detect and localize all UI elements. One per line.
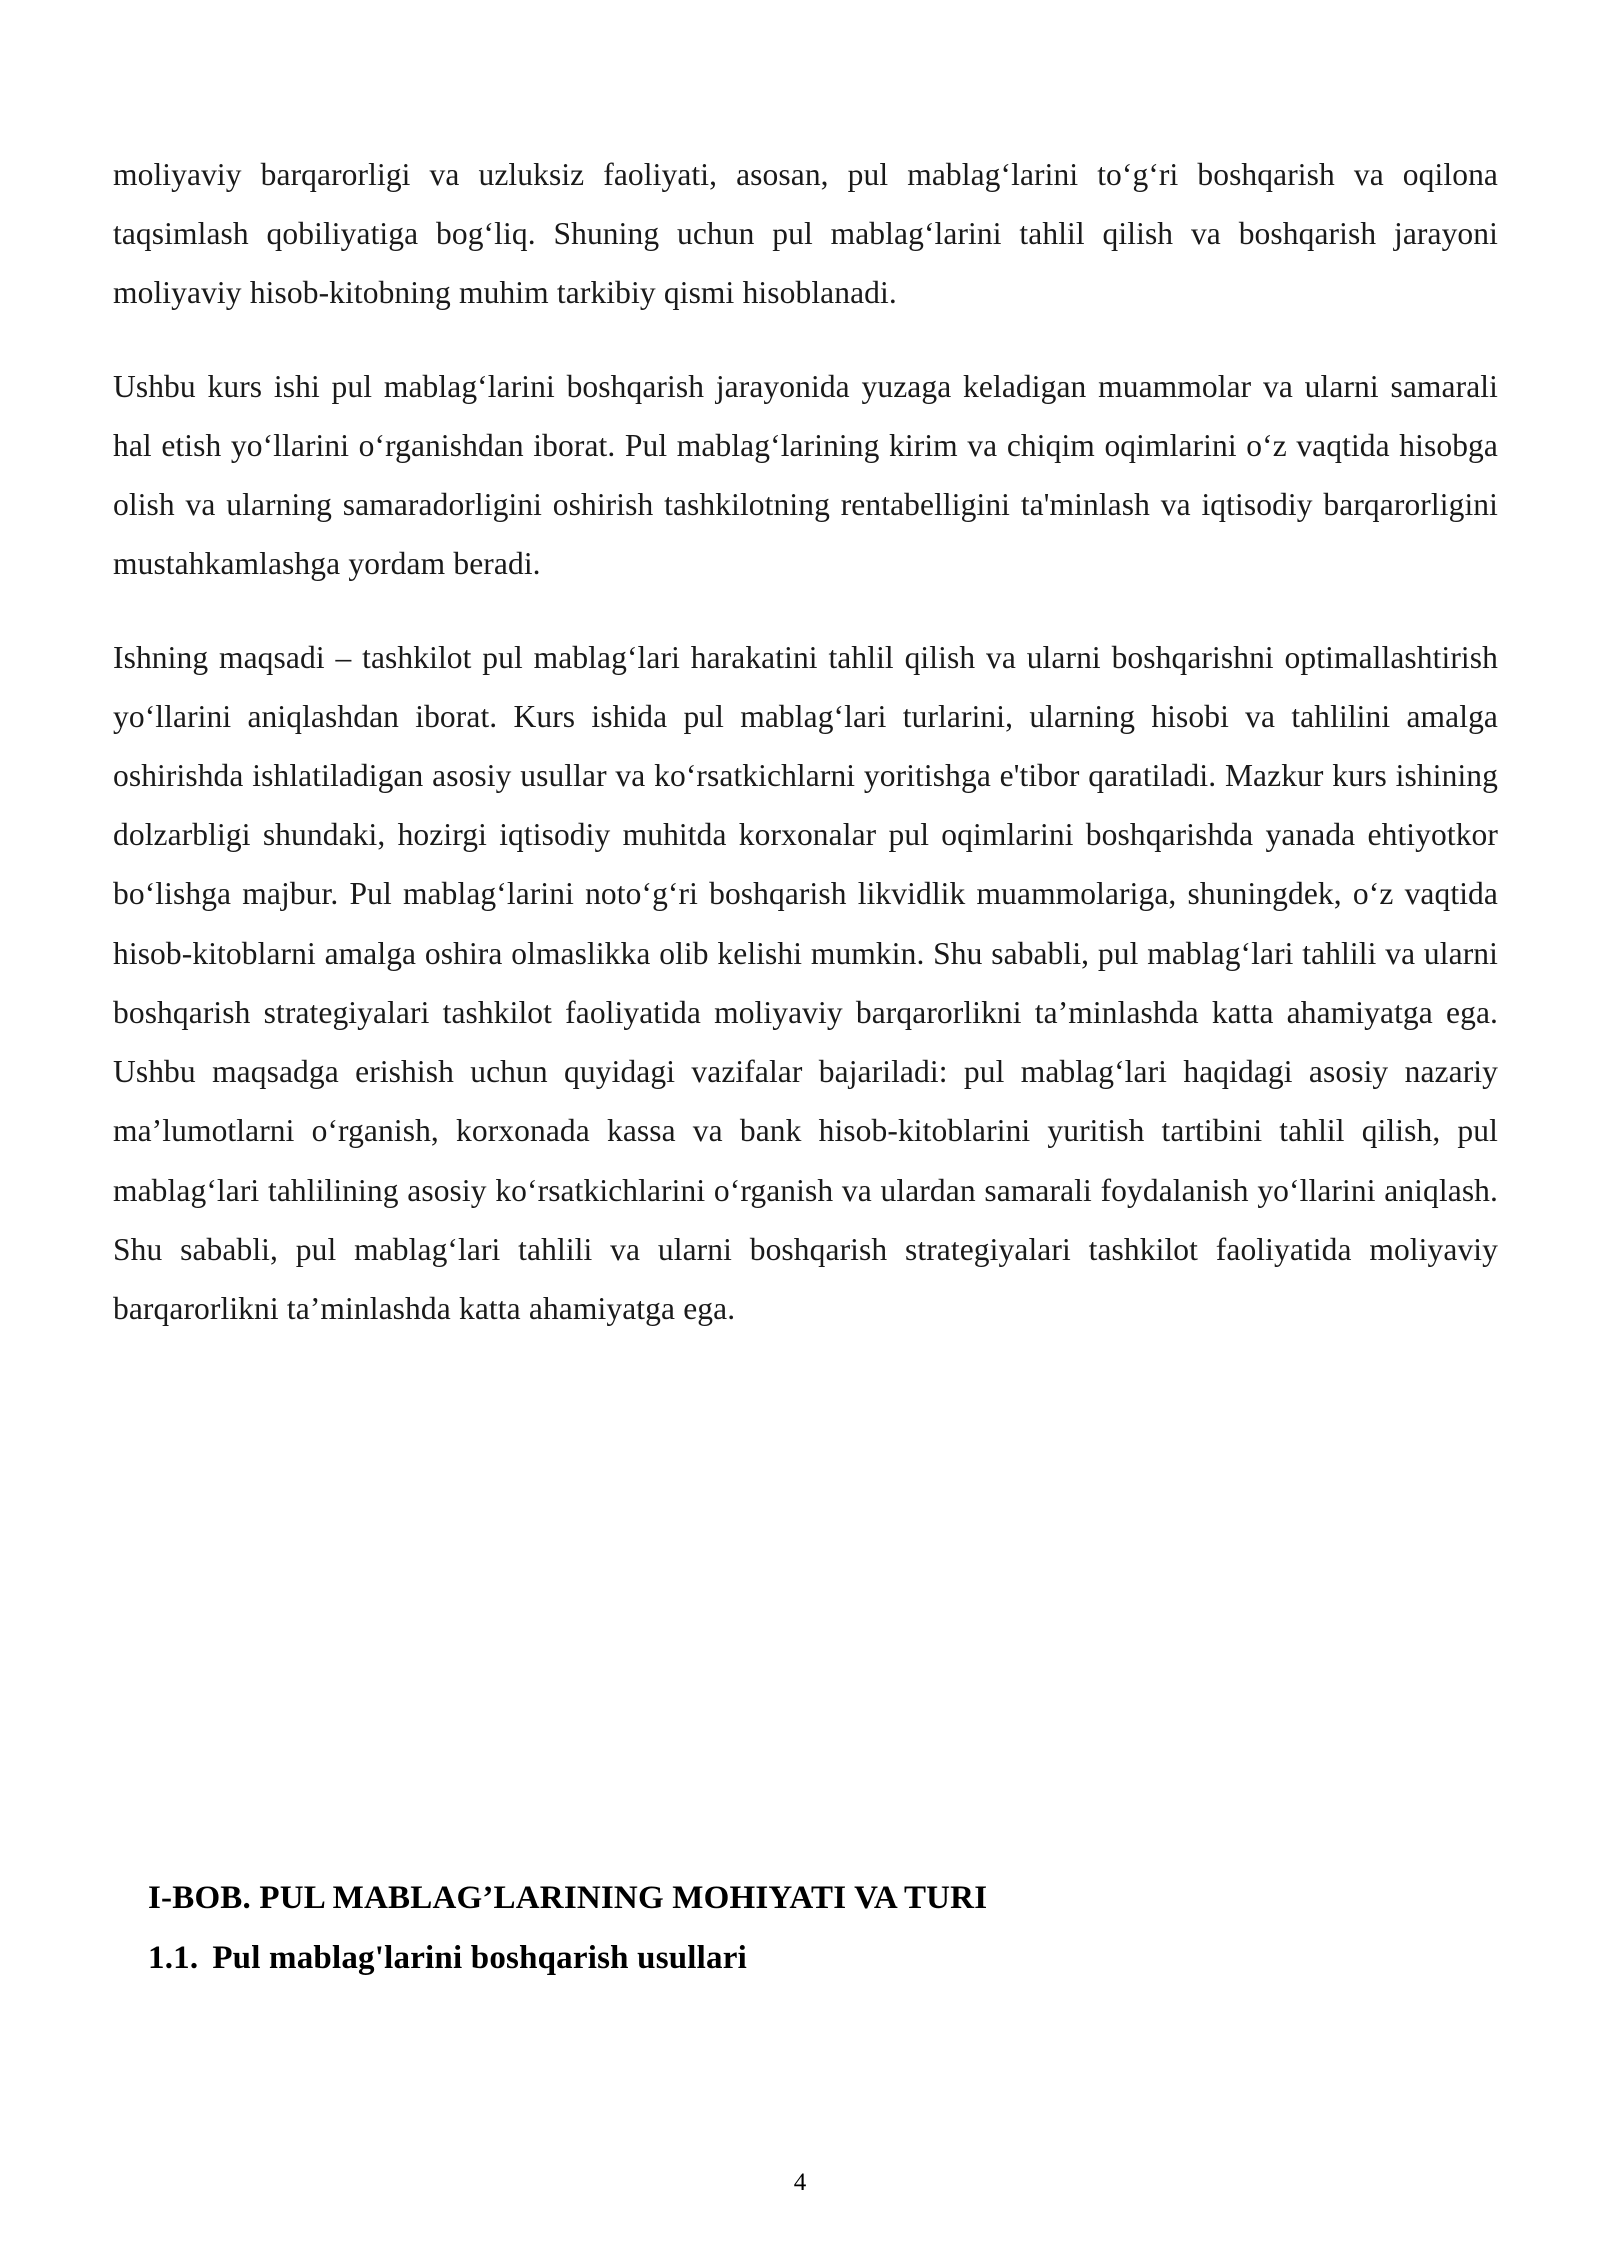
page-body-text (113, 145, 1498, 1338)
paragraph-1: moliyaviy barqarorligi va uzluksiz faoliyati, asosan, pul mablag‘larini to‘g‘ri boshqarish va oqilona taqsimlash qobiliyatiga bog‘liq. Shuning uchun pul mablag‘larini tahlil qilish va boshqarish jarayoni moliyaviy hisob-kitobning muhim tarkibiy qismi hisoblanadi. (113, 157, 1498, 311)
section-heading-row (148, 1935, 1468, 1983)
chapter-heading: I-BOB. PUL MABLAG’LARINING MOHIYATI VA TURI (148, 1880, 988, 1916)
section-heading-label: Pul mablag'larini boshqarish usullari (212, 1939, 747, 1976)
headings-block (148, 1875, 1468, 1983)
page-number: 4 (793, 2169, 807, 2196)
paragraph-3: Ishning maqsadi – tashkilot pul mablag‘lari harakatini tahlil qilish va ularni boshqarishni optimallashtirish yo‘llarini aniqlashdan iborat. Kurs ishida pul mablag‘lari turlarini, ularning hisobi va tahlilini amalga oshirishda ishlatiladigan asosiy usullar va ko‘rsatkichlarni yoritishga e'tibor qaratiladi. Mazkur kurs ishining dolzarbligi shundaki, hozirgi iqtisodiy muhitda korxonalar pul oqimlarini boshqarishda yanada ehtiyotkor bo‘lishga majbur. Pul mablag‘larini noto‘g‘ri boshqarish likvidlik muammolariga, shuningdek, o‘z vaqtida hisob-kitoblarni amalga oshira olmaslikka olib kelishi mumkin. Shu sababli, pul mablag‘lari tahlili va ularni boshqarish strategiyalari tashkilot faoliyatida moliyaviy barqarorlikni ta’minlashda katta ahamiyatga ega. Ushbu maqsadga erishish uchun quyidagi vazifalar bajariladi: pul mablag‘lari haqidagi asosiy nazariy ma’lumotlarni o‘rganish, korxonada kassa va bank hisob-kitoblarini yuritish tartibini tahlil qilish, pul mablag‘lari tahlilining asosiy ko‘rsatkichlarini o‘rganish va ulardan samarali foydalanish yo‘llarini aniqlash. Shu sababli, pul mablag‘lari tahlili va ularni boshqarish strategiyalari tashkilot faoliyatida moliyaviy barqarorlikni ta’minlashda katta ahamiyatga ega. (113, 639, 1498, 1326)
section-number: 1.1. (148, 1939, 199, 1976)
paragraph-2: Ushbu kurs ishi pul mablag‘larini boshqarish jarayonida yuzaga keladigan muammolar va ularni samarali hal etish yo‘llarini o‘rganishdan iborat. Pul mablag‘larining kirim va chiqim oqimlarini o‘z vaqtida hisobga olish va ularning samaradorligini oshirish tashkilotning rentabelligini ta'minlash va iqtisodiy barqarorligini mustahkamlashga yordam beradi. (113, 368, 1498, 582)
